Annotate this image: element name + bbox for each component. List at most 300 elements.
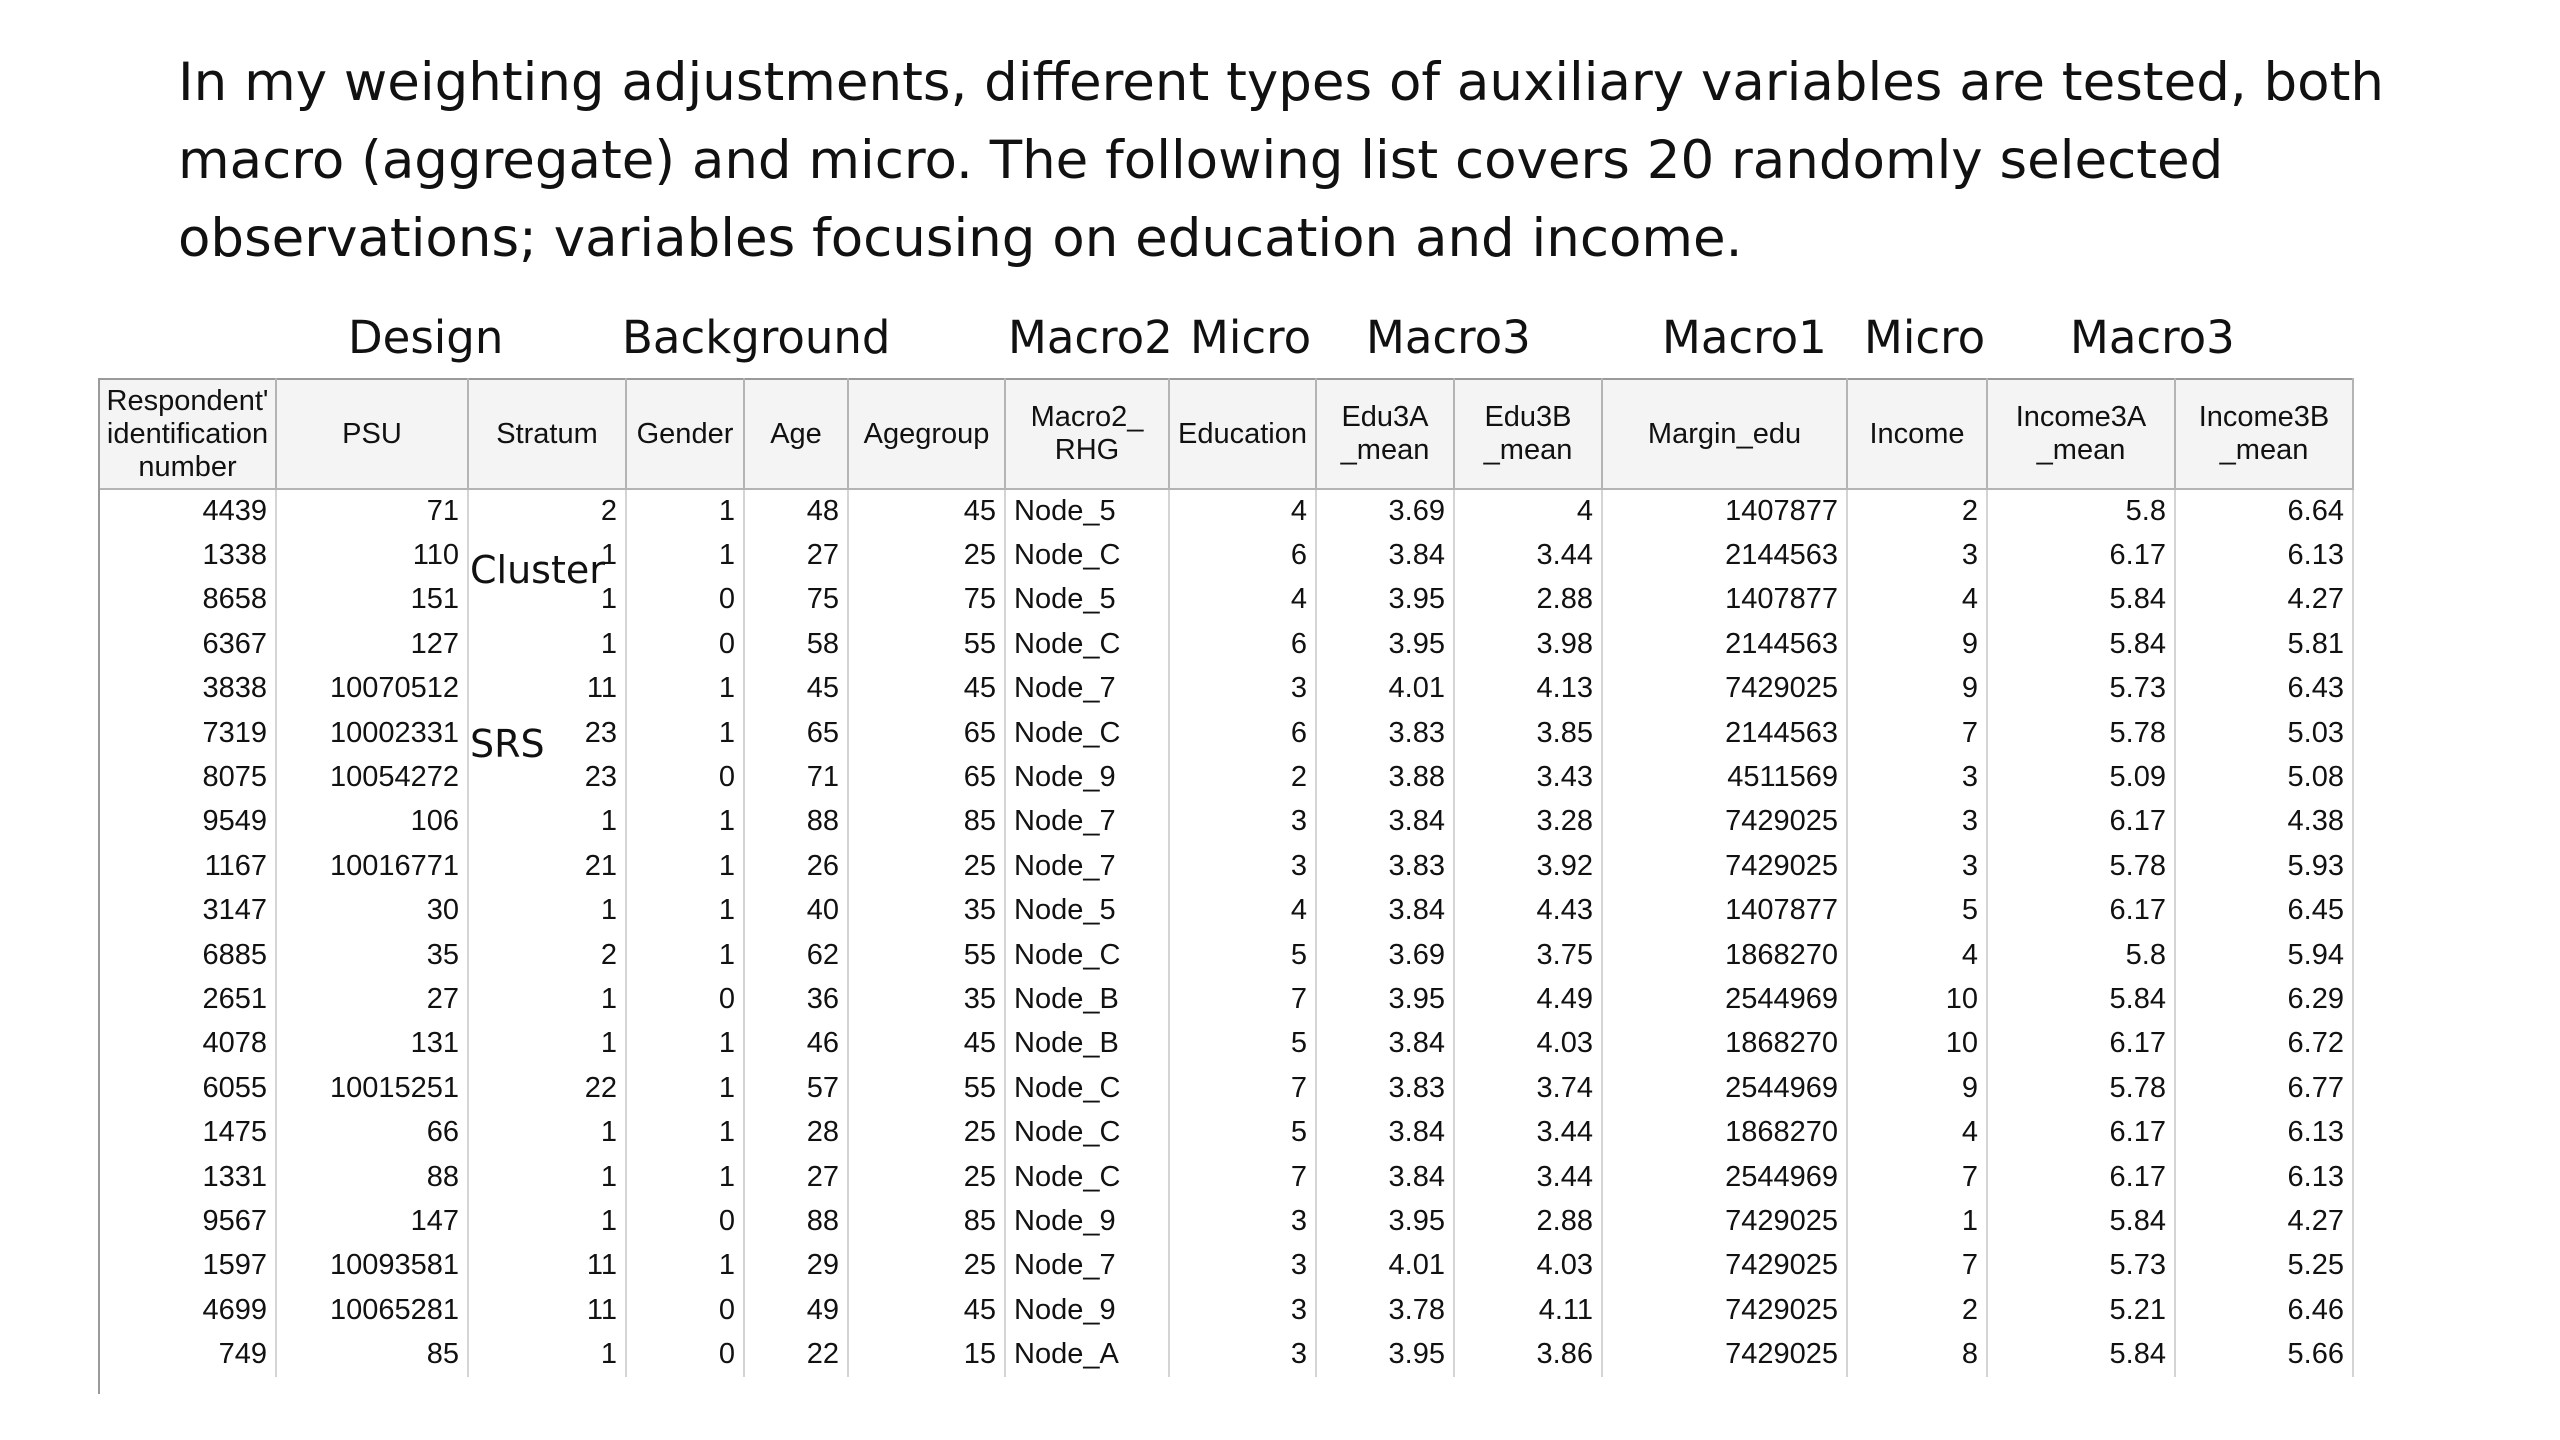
cell-age: 65	[744, 711, 848, 755]
cell-income3a-mean: 5.78	[1987, 844, 2175, 888]
cell-education: 3	[1169, 1332, 1316, 1376]
cell-edu3a-mean: 3.83	[1316, 1066, 1454, 1110]
cell-respondent-id: 749	[100, 1332, 276, 1376]
cell-respondent-id: 1167	[100, 844, 276, 888]
cell-income3a-mean: 5.84	[1987, 977, 2175, 1021]
table-row	[100, 889, 2353, 933]
data-table	[100, 378, 2354, 1377]
cell-margin-edu: 2144563	[1602, 622, 1847, 666]
cell-margin-edu: 1868270	[1602, 1022, 1847, 1066]
cell-psu: 10002331	[276, 711, 468, 755]
cell-respondent-id: 3838	[100, 667, 276, 711]
column-header-edu3b-mean: Edu3B _mean	[1454, 379, 1602, 489]
cell-margin-edu: 2144563	[1602, 533, 1847, 577]
column-header-education: Education	[1169, 379, 1316, 489]
cell-psu: 10093581	[276, 1244, 468, 1288]
cell-age: 36	[744, 977, 848, 1021]
cell-psu: 10016771	[276, 844, 468, 888]
cell-agegroup: 25	[848, 1155, 1005, 1199]
cell-respondent-id: 6885	[100, 933, 276, 977]
cell-macro2-rhg: Node_B	[1005, 977, 1169, 1021]
table-row	[100, 489, 2353, 533]
cell-edu3b-mean: 3.28	[1454, 800, 1602, 844]
cell-gender: 1	[626, 844, 744, 888]
cell-education: 6	[1169, 533, 1316, 577]
table-row	[100, 622, 2353, 666]
cell-gender: 1	[626, 800, 744, 844]
cell-macro2-rhg: Node_7	[1005, 844, 1169, 888]
cluster-annotation: Cluster	[470, 548, 605, 592]
cell-respondent-id: 4439	[100, 489, 276, 533]
table-row	[100, 1199, 2353, 1243]
cell-psu: 10015251	[276, 1066, 468, 1110]
cell-income: 2	[1847, 1288, 1987, 1332]
table-row	[100, 844, 2353, 888]
cell-margin-edu: 1407877	[1602, 889, 1847, 933]
cell-edu3a-mean: 3.95	[1316, 578, 1454, 622]
table-row	[100, 1066, 2353, 1110]
cell-psu: 85	[276, 1332, 468, 1376]
group-label-background: Background	[622, 311, 891, 364]
cell-respondent-id: 9567	[100, 1199, 276, 1243]
cell-psu: 27	[276, 977, 468, 1021]
cell-education: 4	[1169, 489, 1316, 533]
cell-income: 3	[1847, 844, 1987, 888]
cell-agegroup: 75	[848, 578, 1005, 622]
cell-gender: 1	[626, 489, 744, 533]
cell-edu3a-mean: 3.95	[1316, 622, 1454, 666]
cell-edu3a-mean: 3.78	[1316, 1288, 1454, 1332]
cell-gender: 0	[626, 1332, 744, 1376]
cell-respondent-id: 1338	[100, 533, 276, 577]
column-header-agegroup: Agegroup	[848, 379, 1005, 489]
group-label-macro2: Macro2	[1008, 311, 1173, 364]
cell-income: 3	[1847, 533, 1987, 577]
cell-income3a-mean: 5.84	[1987, 1332, 2175, 1376]
cell-stratum: 1	[468, 1155, 626, 1199]
cell-macro2-rhg: Node_7	[1005, 1244, 1169, 1288]
cell-edu3b-mean: 3.44	[1454, 533, 1602, 577]
cell-gender: 1	[626, 1244, 744, 1288]
cell-edu3b-mean: 4.49	[1454, 977, 1602, 1021]
cell-agegroup: 65	[848, 755, 1005, 799]
table-row	[100, 711, 2353, 755]
column-header-macro2-rhg: Macro2_ RHG	[1005, 379, 1169, 489]
cell-income3a-mean: 6.17	[1987, 889, 2175, 933]
cell-agegroup: 35	[848, 889, 1005, 933]
cell-gender: 1	[626, 711, 744, 755]
column-header-income3b-mean: Income3B _mean	[2175, 379, 2353, 489]
cell-psu: 147	[276, 1199, 468, 1243]
cell-stratum: 1	[468, 977, 626, 1021]
cell-income3a-mean: 5.78	[1987, 1066, 2175, 1110]
cell-income: 4	[1847, 578, 1987, 622]
cell-education: 4	[1169, 889, 1316, 933]
cell-edu3b-mean: 4.03	[1454, 1022, 1602, 1066]
cell-income: 10	[1847, 1022, 1987, 1066]
group-label-macro3-income: Macro3	[2070, 311, 2235, 364]
cell-age: 27	[744, 1155, 848, 1199]
cell-education: 2	[1169, 755, 1316, 799]
intro-line-2: macro (aggregate) and micro. The following list covers 20 randomly selected	[178, 130, 2224, 191]
cell-respondent-id: 4699	[100, 1288, 276, 1332]
cell-age: 22	[744, 1332, 848, 1376]
cell-income3b-mean: 5.03	[2175, 711, 2353, 755]
cell-edu3a-mean: 3.83	[1316, 711, 1454, 755]
cell-stratum: 23	[468, 711, 626, 755]
table-header	[100, 379, 2353, 489]
group-label-micro-income: Micro	[1864, 311, 1986, 364]
cell-gender: 1	[626, 889, 744, 933]
cell-income3b-mean: 6.43	[2175, 667, 2353, 711]
cell-margin-edu: 1407877	[1602, 489, 1847, 533]
cell-income: 10	[1847, 977, 1987, 1021]
cell-respondent-id: 2651	[100, 977, 276, 1021]
cell-income3b-mean: 6.45	[2175, 889, 2353, 933]
cell-age: 57	[744, 1066, 848, 1110]
cell-psu: 127	[276, 622, 468, 666]
cell-psu: 71	[276, 489, 468, 533]
cell-edu3a-mean: 3.84	[1316, 889, 1454, 933]
cell-income3a-mean: 5.21	[1987, 1288, 2175, 1332]
cell-agegroup: 55	[848, 622, 1005, 666]
table-row	[100, 800, 2353, 844]
cell-stratum: 1	[468, 533, 626, 577]
cell-respondent-id: 8658	[100, 578, 276, 622]
cell-respondent-id: 9549	[100, 800, 276, 844]
cell-edu3b-mean: 3.86	[1454, 1332, 1602, 1376]
cell-agegroup: 25	[848, 533, 1005, 577]
cell-edu3b-mean: 3.98	[1454, 622, 1602, 666]
cell-macro2-rhg: Node_7	[1005, 667, 1169, 711]
group-label-macro1: Macro1	[1662, 311, 1827, 364]
cell-edu3b-mean: 4.11	[1454, 1288, 1602, 1332]
cell-margin-edu: 4511569	[1602, 755, 1847, 799]
table-row	[100, 1110, 2353, 1154]
cell-age: 75	[744, 578, 848, 622]
column-header-income3a-mean: Income3A _mean	[1987, 379, 2175, 489]
cell-stratum: 21	[468, 844, 626, 888]
cell-gender: 0	[626, 578, 744, 622]
cell-edu3b-mean: 4.03	[1454, 1244, 1602, 1288]
cell-edu3a-mean: 3.69	[1316, 933, 1454, 977]
cell-margin-edu: 2144563	[1602, 711, 1847, 755]
cell-stratum: 1	[468, 800, 626, 844]
cell-gender: 1	[626, 667, 744, 711]
table-row	[100, 755, 2353, 799]
cell-income3b-mean: 6.13	[2175, 1110, 2353, 1154]
cell-stratum: 1	[468, 1332, 626, 1376]
table-row	[100, 1332, 2353, 1376]
cell-stratum: 23	[468, 755, 626, 799]
cell-macro2-rhg: Node_C	[1005, 1066, 1169, 1110]
cell-respondent-id: 6055	[100, 1066, 276, 1110]
cell-macro2-rhg: Node_7	[1005, 800, 1169, 844]
table-row	[100, 933, 2353, 977]
cell-edu3a-mean: 3.84	[1316, 533, 1454, 577]
cell-edu3b-mean: 3.44	[1454, 1155, 1602, 1199]
cell-age: 58	[744, 622, 848, 666]
cell-agegroup: 55	[848, 1066, 1005, 1110]
table-row	[100, 1155, 2353, 1199]
cell-psu: 35	[276, 933, 468, 977]
cell-respondent-id: 8075	[100, 755, 276, 799]
cell-edu3a-mean: 3.84	[1316, 1022, 1454, 1066]
cell-income3b-mean: 4.27	[2175, 1199, 2353, 1243]
column-header-respondent-id: Respondent' identification number	[100, 379, 276, 489]
cell-gender: 0	[626, 977, 744, 1021]
cell-respondent-id: 7319	[100, 711, 276, 755]
cell-macro2-rhg: Node_C	[1005, 711, 1169, 755]
cell-macro2-rhg: Node_A	[1005, 1332, 1169, 1376]
cell-age: 29	[744, 1244, 848, 1288]
cell-stratum: 1	[468, 889, 626, 933]
column-header-edu3a-mean: Edu3A _mean	[1316, 379, 1454, 489]
cell-stratum: 11	[468, 667, 626, 711]
cell-edu3b-mean: 4.13	[1454, 667, 1602, 711]
cell-age: 26	[744, 844, 848, 888]
cell-margin-edu: 7429025	[1602, 1244, 1847, 1288]
cell-gender: 1	[626, 1110, 744, 1154]
cell-income: 3	[1847, 800, 1987, 844]
cell-income3b-mean: 6.64	[2175, 489, 2353, 533]
cell-margin-edu: 7429025	[1602, 667, 1847, 711]
cell-macro2-rhg: Node_9	[1005, 1199, 1169, 1243]
cell-income3b-mean: 6.46	[2175, 1288, 2353, 1332]
cell-psu: 131	[276, 1022, 468, 1066]
cell-stratum: 1	[468, 1022, 626, 1066]
cell-agegroup: 45	[848, 489, 1005, 533]
cell-edu3b-mean: 3.74	[1454, 1066, 1602, 1110]
cell-edu3a-mean: 3.83	[1316, 844, 1454, 888]
cell-edu3b-mean: 2.88	[1454, 1199, 1602, 1243]
cell-stratum: 2	[468, 489, 626, 533]
cell-income3a-mean: 6.17	[1987, 1155, 2175, 1199]
cell-agegroup: 35	[848, 977, 1005, 1021]
cell-edu3b-mean: 3.44	[1454, 1110, 1602, 1154]
cell-margin-edu: 7429025	[1602, 800, 1847, 844]
cell-income: 1	[1847, 1199, 1987, 1243]
column-header-income: Income	[1847, 379, 1987, 489]
cell-income3a-mean: 6.17	[1987, 533, 2175, 577]
cell-psu: 10065281	[276, 1288, 468, 1332]
cell-education: 6	[1169, 622, 1316, 666]
cell-agegroup: 45	[848, 1288, 1005, 1332]
cell-income: 2	[1847, 489, 1987, 533]
cell-income3b-mean: 5.66	[2175, 1332, 2353, 1376]
cell-gender: 0	[626, 755, 744, 799]
cell-income3a-mean: 5.8	[1987, 489, 2175, 533]
cell-income3b-mean: 5.08	[2175, 755, 2353, 799]
cell-education: 3	[1169, 844, 1316, 888]
cell-edu3b-mean: 3.43	[1454, 755, 1602, 799]
cell-respondent-id: 6367	[100, 622, 276, 666]
cell-education: 5	[1169, 1110, 1316, 1154]
cell-income3b-mean: 6.13	[2175, 1155, 2353, 1199]
cell-income: 3	[1847, 755, 1987, 799]
cell-education: 3	[1169, 667, 1316, 711]
cell-education: 7	[1169, 977, 1316, 1021]
cell-income3b-mean: 5.81	[2175, 622, 2353, 666]
column-header-margin-edu: Margin_edu	[1602, 379, 1847, 489]
cell-income3a-mean: 6.17	[1987, 1022, 2175, 1066]
cell-income3a-mean: 5.84	[1987, 1199, 2175, 1243]
cell-macro2-rhg: Node_9	[1005, 755, 1169, 799]
cell-psu: 110	[276, 533, 468, 577]
cell-psu: 10070512	[276, 667, 468, 711]
cell-income3b-mean: 5.94	[2175, 933, 2353, 977]
cell-macro2-rhg: Node_5	[1005, 489, 1169, 533]
cell-edu3a-mean: 3.95	[1316, 1332, 1454, 1376]
cell-age: 27	[744, 533, 848, 577]
cell-education: 3	[1169, 800, 1316, 844]
cell-education: 7	[1169, 1066, 1316, 1110]
cell-income3a-mean: 5.84	[1987, 622, 2175, 666]
cell-income3a-mean: 5.73	[1987, 1244, 2175, 1288]
cell-income3b-mean: 5.25	[2175, 1244, 2353, 1288]
table-row	[100, 1244, 2353, 1288]
cell-income3a-mean: 6.17	[1987, 1110, 2175, 1154]
cell-gender: 0	[626, 1288, 744, 1332]
cell-margin-edu: 7429025	[1602, 1199, 1847, 1243]
cell-income: 5	[1847, 889, 1987, 933]
cell-education: 3	[1169, 1288, 1316, 1332]
group-label-design: Design	[348, 311, 504, 364]
cell-respondent-id: 1597	[100, 1244, 276, 1288]
cell-margin-edu: 7429025	[1602, 1288, 1847, 1332]
cell-stratum: 1	[468, 1199, 626, 1243]
cell-gender: 0	[626, 1199, 744, 1243]
intro-line-1: In my weighting adjustments, different types of auxiliary variables are tested, both	[178, 52, 2384, 113]
cell-macro2-rhg: Node_9	[1005, 1288, 1169, 1332]
cell-age: 49	[744, 1288, 848, 1332]
cell-macro2-rhg: Node_B	[1005, 1022, 1169, 1066]
table-row	[100, 977, 2353, 1021]
column-header-gender: Gender	[626, 379, 744, 489]
cell-income3b-mean: 6.13	[2175, 533, 2353, 577]
cell-age: 88	[744, 800, 848, 844]
cell-stratum: 11	[468, 1288, 626, 1332]
cell-respondent-id: 3147	[100, 889, 276, 933]
cell-age: 45	[744, 667, 848, 711]
cell-stratum: 11	[468, 1244, 626, 1288]
table-row	[100, 533, 2353, 577]
cell-income: 7	[1847, 1244, 1987, 1288]
cell-age: 28	[744, 1110, 848, 1154]
cell-respondent-id: 4078	[100, 1022, 276, 1066]
cell-edu3b-mean: 4	[1454, 489, 1602, 533]
table-row	[100, 1288, 2353, 1332]
intro-line-3: observations; variables focusing on education and income.	[178, 208, 1743, 269]
cell-margin-edu: 2544969	[1602, 1155, 1847, 1199]
cell-education: 7	[1169, 1155, 1316, 1199]
cell-income: 4	[1847, 933, 1987, 977]
cell-edu3b-mean: 3.75	[1454, 933, 1602, 977]
cell-education: 5	[1169, 933, 1316, 977]
cell-income3a-mean: 5.8	[1987, 933, 2175, 977]
cell-margin-edu: 1868270	[1602, 1110, 1847, 1154]
cell-income: 8	[1847, 1332, 1987, 1376]
cell-age: 62	[744, 933, 848, 977]
cell-agegroup: 45	[848, 667, 1005, 711]
cell-macro2-rhg: Node_C	[1005, 1155, 1169, 1199]
group-label-macro3-education: Macro3	[1366, 311, 1531, 364]
cell-gender: 0	[626, 622, 744, 666]
cell-margin-edu: 7429025	[1602, 1332, 1847, 1376]
cell-stratum: 1	[468, 622, 626, 666]
cell-income: 7	[1847, 1155, 1987, 1199]
cell-education: 3	[1169, 1199, 1316, 1243]
cell-gender: 1	[626, 933, 744, 977]
cell-income: 4	[1847, 1110, 1987, 1154]
cell-edu3a-mean: 4.01	[1316, 667, 1454, 711]
cell-stratum: 22	[468, 1066, 626, 1110]
cell-income: 7	[1847, 711, 1987, 755]
cell-stratum: 1	[468, 578, 626, 622]
cell-macro2-rhg: Node_C	[1005, 933, 1169, 977]
cell-stratum: 1	[468, 1110, 626, 1154]
cell-gender: 1	[626, 533, 744, 577]
cell-macro2-rhg: Node_C	[1005, 1110, 1169, 1154]
intro-text	[178, 44, 2418, 278]
cell-psu: 106	[276, 800, 468, 844]
cell-agegroup: 65	[848, 711, 1005, 755]
table-row	[100, 1022, 2353, 1066]
cell-agegroup: 25	[848, 1244, 1005, 1288]
cell-agegroup: 45	[848, 1022, 1005, 1066]
cell-age: 40	[744, 889, 848, 933]
cell-edu3b-mean: 3.92	[1454, 844, 1602, 888]
cell-agegroup: 55	[848, 933, 1005, 977]
cell-income3a-mean: 5.78	[1987, 711, 2175, 755]
srs-annotation: SRS	[470, 722, 545, 766]
cell-respondent-id: 1475	[100, 1110, 276, 1154]
cell-education: 6	[1169, 711, 1316, 755]
cell-edu3a-mean: 3.95	[1316, 977, 1454, 1021]
cell-margin-edu: 2544969	[1602, 1066, 1847, 1110]
cell-edu3a-mean: 3.88	[1316, 755, 1454, 799]
cell-edu3a-mean: 3.95	[1316, 1199, 1454, 1243]
cell-psu: 66	[276, 1110, 468, 1154]
cell-age: 48	[744, 489, 848, 533]
cell-gender: 1	[626, 1022, 744, 1066]
cell-education: 5	[1169, 1022, 1316, 1066]
cell-margin-edu: 1868270	[1602, 933, 1847, 977]
cell-psu: 151	[276, 578, 468, 622]
cell-edu3b-mean: 3.85	[1454, 711, 1602, 755]
cell-income3a-mean: 5.09	[1987, 755, 2175, 799]
cell-income3b-mean: 4.38	[2175, 800, 2353, 844]
column-header-psu: PSU	[276, 379, 468, 489]
cell-edu3b-mean: 2.88	[1454, 578, 1602, 622]
cell-income3b-mean: 6.77	[2175, 1066, 2353, 1110]
cell-income3a-mean: 6.17	[1987, 800, 2175, 844]
cell-income3b-mean: 6.29	[2175, 977, 2353, 1021]
cell-income: 9	[1847, 1066, 1987, 1110]
cell-edu3a-mean: 3.84	[1316, 1110, 1454, 1154]
cell-macro2-rhg: Node_C	[1005, 533, 1169, 577]
cell-income3a-mean: 5.73	[1987, 667, 2175, 711]
cell-age: 88	[744, 1199, 848, 1243]
cell-agegroup: 85	[848, 800, 1005, 844]
data-table-container	[98, 378, 2358, 1394]
cell-agegroup: 15	[848, 1332, 1005, 1376]
cell-respondent-id: 1331	[100, 1155, 276, 1199]
cell-income3b-mean: 6.72	[2175, 1022, 2353, 1066]
cell-agegroup: 25	[848, 844, 1005, 888]
cell-macro2-rhg: Node_5	[1005, 578, 1169, 622]
cell-education: 3	[1169, 1244, 1316, 1288]
